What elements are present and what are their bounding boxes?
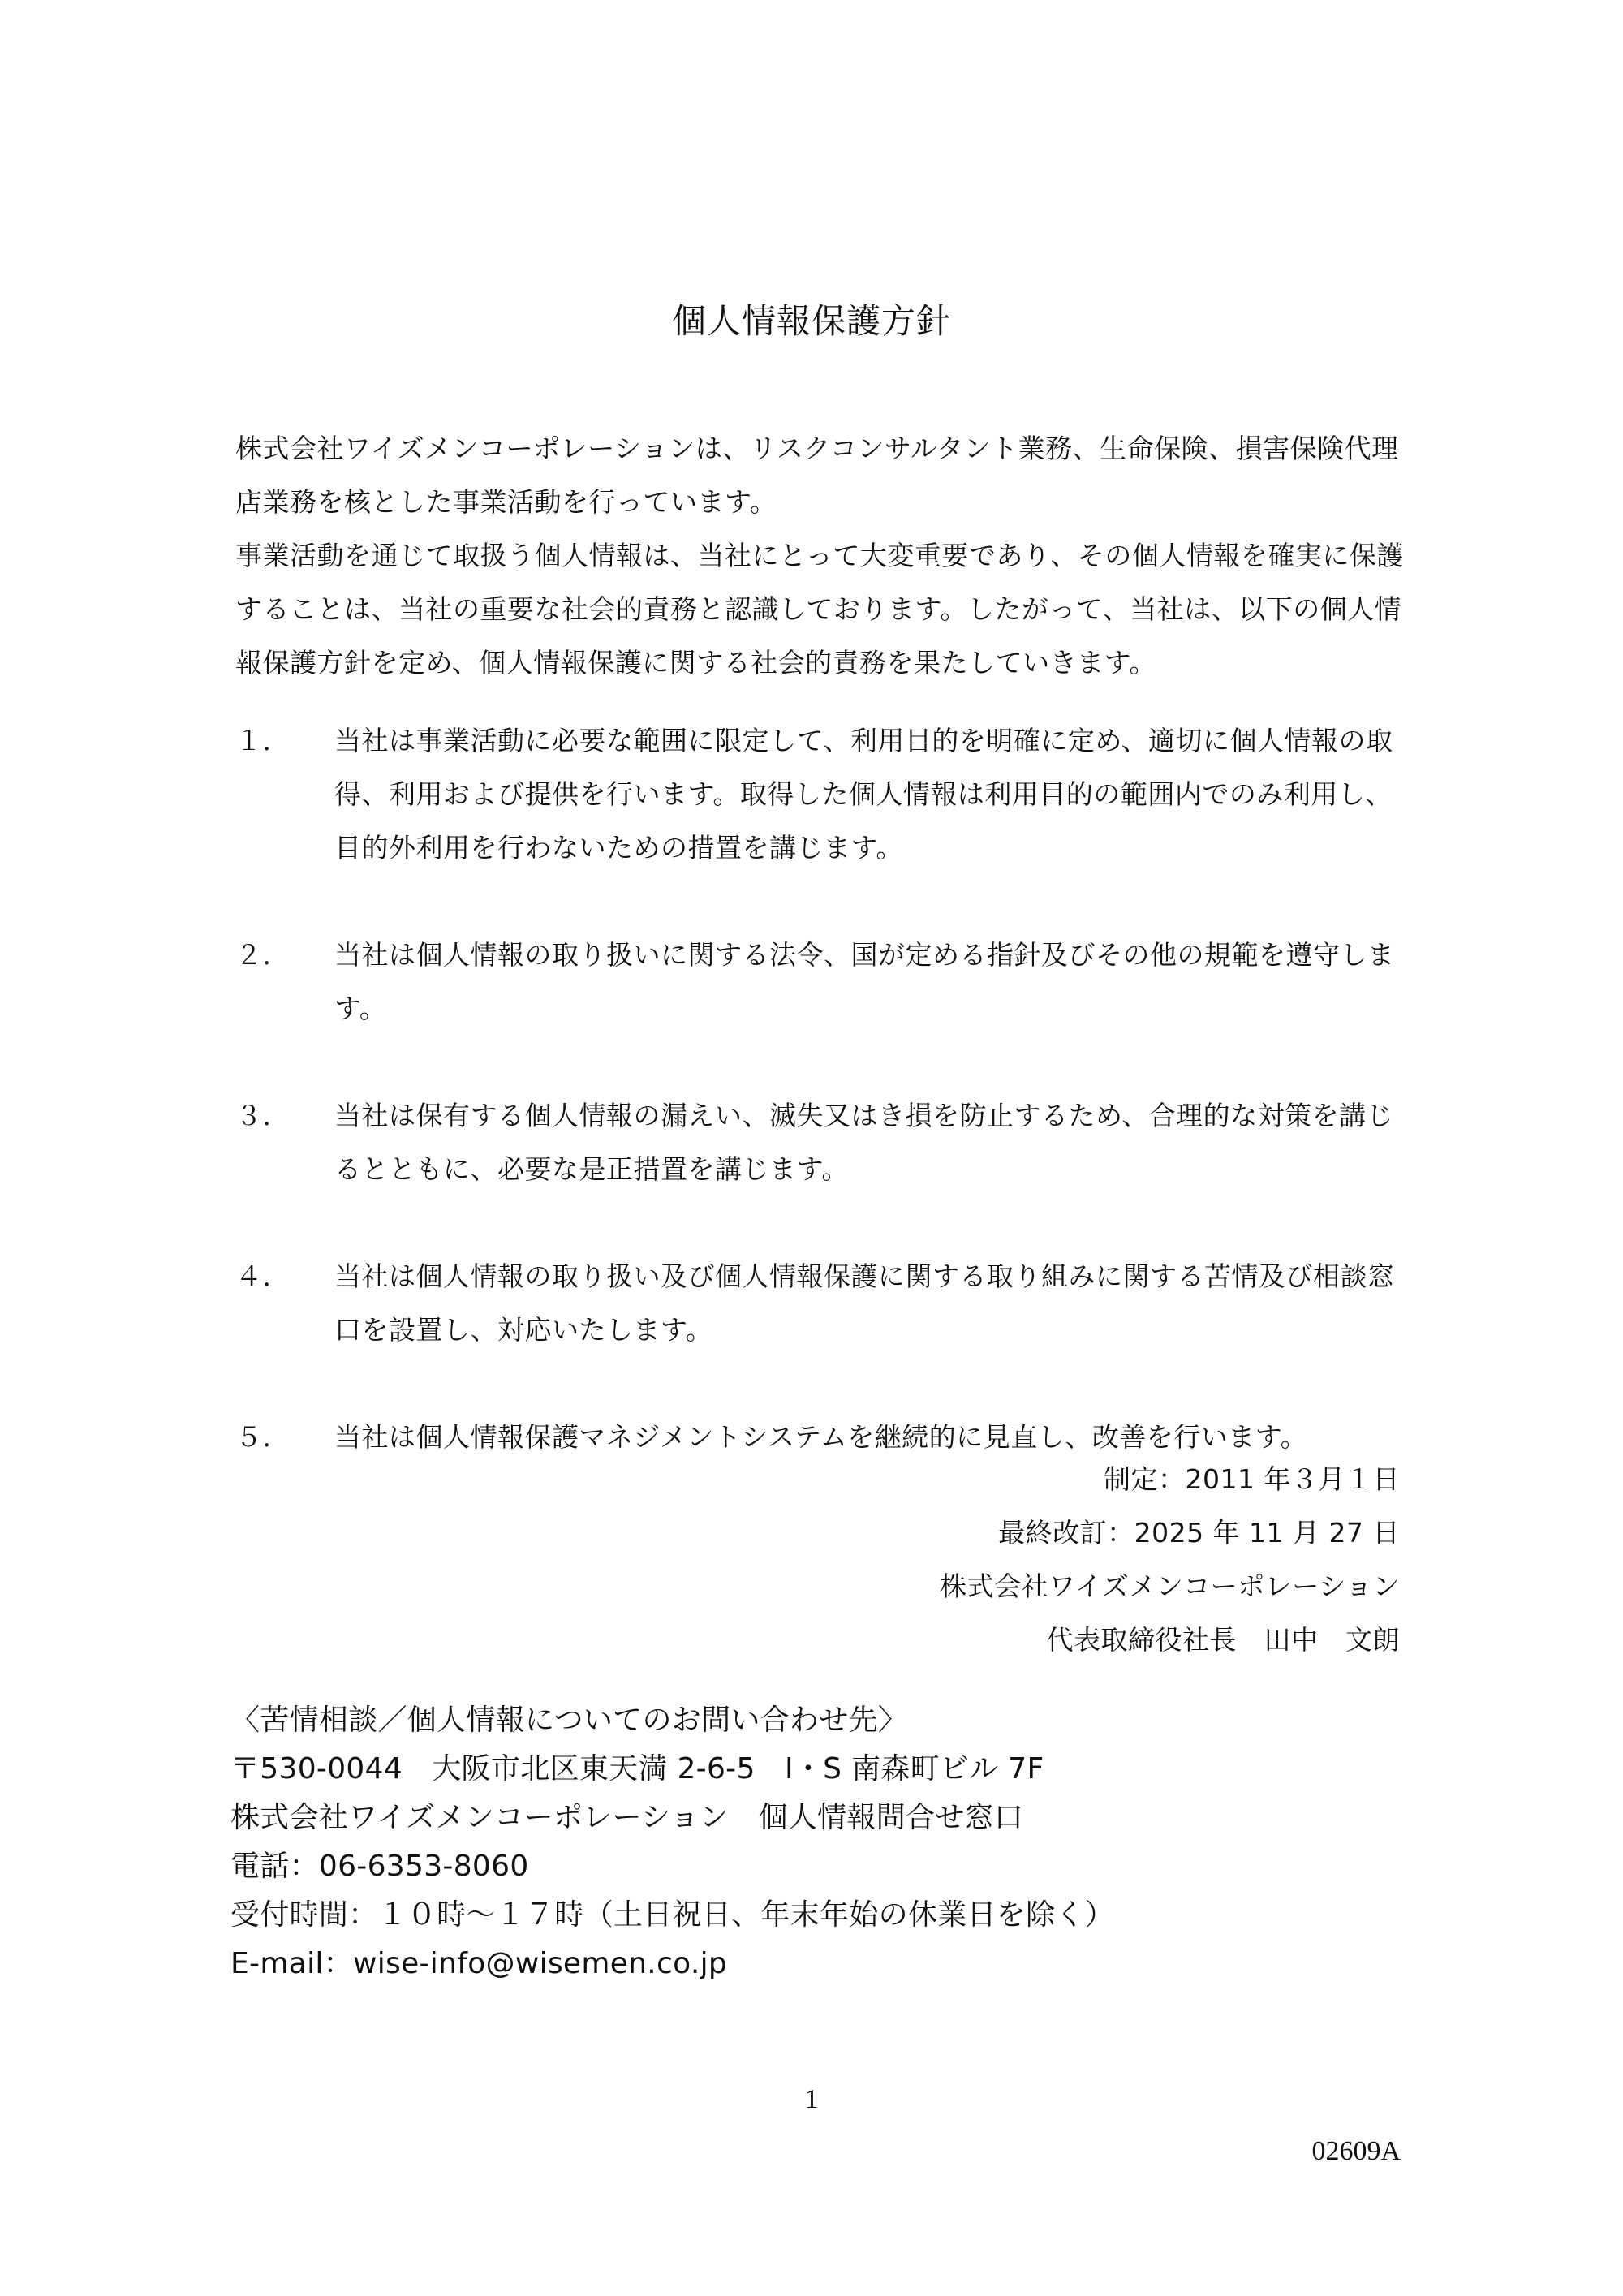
policy-number: ４． — [235, 1260, 290, 1292]
intro-section — [235, 422, 1404, 690]
document-code: 02609A — [1311, 2136, 1401, 2166]
policy-item — [235, 1250, 1404, 1357]
policy-text: 当社は個人情報の取り扱いに関する法令、国が定める指針及びその他の規範を遵守します。 — [334, 939, 1395, 1024]
policy-item — [235, 1089, 1404, 1196]
contact-email: E-mail：wise-info@wisemen.co.jp — [230, 1947, 728, 1980]
contact-phone: 電話：06-6353-8060 — [230, 1850, 529, 1883]
signature-block — [940, 1453, 1400, 1667]
policy-item — [235, 714, 1404, 875]
contact-block — [230, 1696, 1114, 1988]
contact-office: 株式会社ワイズメンコーポレーション 個人情報問合せ窓口 — [230, 1801, 1024, 1834]
contact-heading: 〈苦情相談／個人情報についてのお問い合わせ先〉 — [230, 1704, 908, 1737]
policy-text: 当社は個人情報の取り扱い及び個人情報保護に関する取り組みに関する苦情及び相談窓口を設置し、対応いたします。 — [334, 1260, 1395, 1346]
policy-item — [235, 928, 1404, 1036]
page-title: 個人情報保護方針 — [671, 301, 951, 341]
contact-address: 〒530-0044 大阪市北区東天満 2-6-5 I・S 南森町ビル 7F — [230, 1752, 1044, 1786]
revised-date: 最終改訂：2025 年 11 月 27 日 — [998, 1517, 1400, 1549]
policy-number: １． — [235, 725, 290, 756]
policy-number: ５． — [235, 1421, 290, 1453]
company-name: 株式会社ワイズメンコーポレーション — [940, 1570, 1400, 1602]
established-date: 制定：2011 年３月１日 — [1104, 1463, 1400, 1495]
intro-paragraph: 株式会社ワイズメンコーポレーションは、リスクコンサルタント業務、生命保険、損害保険代理店業務を核とした事業活動を行っています。 — [235, 433, 1399, 518]
intro-paragraph: 事業活動を通じて取扱う個人情報は、当社にとって大変重要であり、その個人情報を確実に保護することは、当社の重要な社会的責務と認識しております。したがって、当社は、以下の個人情報保護方針を定め、個人情報保護に関する社会的責務を果たしていきます。 — [235, 540, 1404, 678]
policy-number: ３． — [235, 1100, 290, 1131]
contact-hours: 受付時間：１０時～１７時（土日祝日、年末年始の休業日を除く） — [230, 1898, 1115, 1932]
policy-list — [235, 714, 1404, 1518]
policy-text: 当社は個人情報保護マネジメントシステムを継続的に見直し、改善を行います。 — [334, 1421, 1308, 1453]
policy-number: ２． — [235, 939, 290, 971]
policy-text: 当社は保有する個人情報の漏えい、滅失又はき損を防止するため、合理的な対策を講じるとともに、必要な是正措置を講じます。 — [334, 1100, 1394, 1185]
policy-text: 当社は事業活動に必要な範囲に限定して、利用目的を明確に定め、適切に個人情報の取得、利用および提供を行います。取得した個人情報は利用目的の範囲内でのみ利用し、目的外利用を行わないための措置を講じます。 — [334, 725, 1393, 864]
page-number: 1 — [804, 2084, 819, 2114]
representative-name: 代表取締役社長 田中 文朗 — [1046, 1624, 1400, 1656]
